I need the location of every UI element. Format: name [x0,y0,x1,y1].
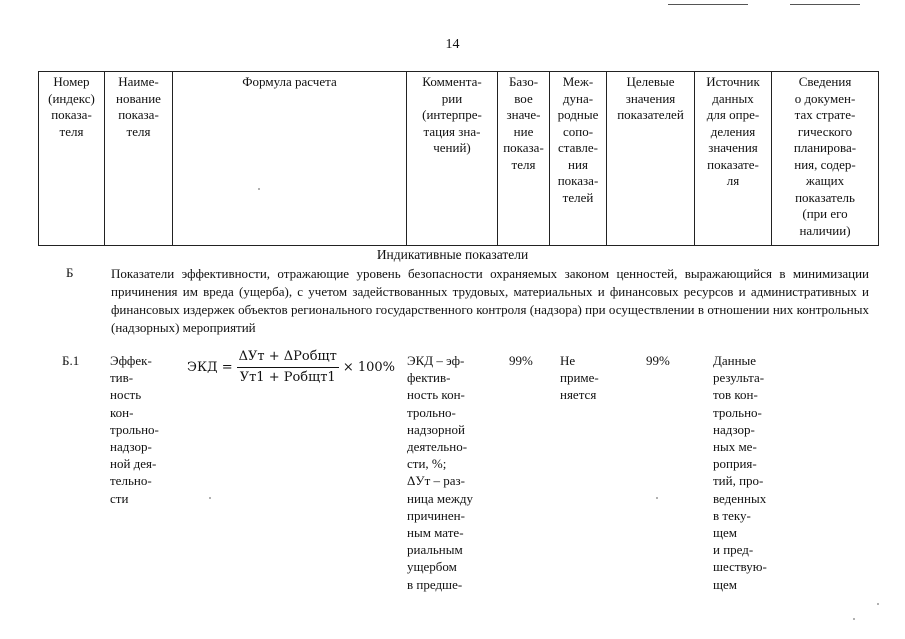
header-text-line: тация зна- [423,123,481,139]
header-text-line: (индекс) [48,90,95,106]
text-line: трольно- [110,421,159,437]
header-text-line: телей [562,189,594,205]
text-line: щем [713,525,738,541]
header-text-line: гического [797,123,853,139]
text-line: в теку- [713,507,751,523]
text-line: Не [560,353,576,368]
header-text-line: сопо- [562,123,594,139]
text-line: няется [560,387,597,403]
header-cell-name [105,72,173,246]
header-text-line: жащих [805,173,845,188]
formula-suffix: × 100% [342,359,396,375]
header-cell-international [550,72,607,246]
header-text-line: Сведения [798,74,852,89]
header-text-line: тах страте- [794,107,856,122]
section-description: Показатели эффективности, отражающие уровень безопасности охраняемых законом ценностей, выражающийся в минимизации причинения им вреда (ущерба), с учетом задействованных трудовых, материальных и финансовых ресурсов и административных и финансовых издержек объектов регионального государственного контроля (надзора) при осуществлении в отношении них контрольных (надзорных) мероприятий [111,266,869,335]
header-text-line: Формула расчета [242,74,337,89]
header-row [39,72,879,246]
header-text-line: Коммента- [422,74,482,89]
formula [187,349,395,386]
formula-denominator: Ут1 + Робщт1 [239,370,336,385]
header-text-line: чений) [433,140,471,155]
text-line: результа- [713,370,765,386]
scan-speck [853,618,855,620]
header-text-line: ставле- [558,140,598,155]
header-text-line: Целевые [626,74,675,89]
text-line: ущербом [407,559,457,575]
text-line: трольно- [407,404,456,420]
formula-fraction [237,349,339,386]
text-line: надзор- [713,421,755,437]
text-line: риальным [407,542,463,558]
text-line: трольно- [713,404,762,420]
indicator-code: Б.1 [62,353,80,368]
text-line: ной дея- [110,456,157,472]
header-text-line: значе- [506,107,541,122]
header-cell-index [39,72,105,246]
header-text-line: показа- [118,107,159,122]
header-text-line: о докумен- [794,90,856,106]
top-edge-line-left [668,4,748,5]
text-line: тий, про- [713,473,764,489]
indicator-comment [407,352,473,593]
header-text-line: значения [625,90,676,106]
header-text-line: ния, содер- [794,156,856,172]
header-text-line: вое [514,90,533,106]
header-text-line: теля [59,123,84,139]
scan-speck [877,603,879,605]
header-text-line: деления [710,123,756,139]
header-cell-formula [173,72,407,246]
text-line: кон- [110,404,134,420]
header-text-line: Наиме- [118,74,159,89]
text-line: шествую- [713,559,767,575]
header-text-line: показателей [617,107,684,122]
text-line: сти [110,490,129,506]
indicator-target-value: 99% [646,353,670,368]
text-line: и пред- [713,542,754,558]
header-cell-comments [407,72,498,246]
top-edge-line-right [790,4,860,5]
header-cell-base-value [498,72,550,246]
text-line: деятельно- [407,439,468,455]
text-line: в предше- [407,576,463,592]
header-text-line: показа- [51,107,92,122]
text-line: сти, %; [407,456,447,472]
header-text-line: ля [726,173,740,188]
header-text-line: данных [712,90,754,106]
text-line: роприя- [713,456,757,472]
scan-speck [209,497,211,499]
header-text-line: показате- [707,156,759,172]
text-line: надзорной [407,421,465,437]
header-text-line: рии [441,90,463,106]
text-line: причинен- [407,507,465,523]
header-text-line: Номер [53,74,90,89]
text-line: Данные [713,353,757,368]
header-text-line: дуна- [562,90,594,106]
text-line: тельно- [110,473,152,489]
text-line: приме- [560,370,599,386]
header-cell-strategic-docs [772,72,879,246]
text-line: ΔУт – раз- [407,473,465,489]
header-text-line: (интерпре- [422,107,482,122]
text-line: Эффек- [110,353,152,368]
header-text-line: наличии) [799,222,851,238]
text-line: ница между [407,490,473,506]
indicator-source [713,352,767,593]
scan-speck [656,497,658,499]
header-cell-source [695,72,772,246]
header-cell-target [607,72,695,246]
header-text-line: нование [116,90,161,106]
header-text-line: ния [568,156,588,172]
header-text-line: родные [557,107,599,122]
header-text-line: Меж- [562,74,594,89]
text-line: ных ме- [713,439,757,455]
header-text-line: значения [708,140,758,155]
text-line: ным мате- [407,525,464,541]
indicator-name [110,352,159,507]
header-text-line: планирова- [793,140,857,155]
text-line: надзор- [110,439,152,455]
header-text-line: теля [126,123,151,139]
indicator-base-value: 99% [509,353,533,368]
formula-lhs: ЭКД = [187,359,233,375]
indicator-international [560,352,599,404]
section-title: Индикативные показатели [376,247,529,262]
header-text-line: показа- [557,173,599,188]
scan-speck [258,188,260,190]
header-text-line: ние [513,123,534,139]
text-line: тив- [110,370,134,386]
text-line: ность кон- [407,387,465,403]
header-text-line: для опре- [706,107,760,122]
header-text-line: Источник [706,74,760,89]
text-line: щем [713,576,738,592]
header-text-line: показа- [503,140,544,155]
formula-numerator: ΔУт + ΔРобщт [237,349,339,368]
page-number: 14 [445,37,460,52]
text-line: веденных [713,490,767,506]
header-text-line: теля [511,156,536,172]
header-table [38,71,879,246]
section-code: Б [66,265,74,280]
text-line: ЭКД – эф- [407,353,465,368]
header-text-line: (при его [802,206,848,221]
header-text-line: Базо- [508,74,539,89]
text-line: тов кон- [713,387,758,403]
text-line: фектив- [407,370,451,386]
header-text-line: показатель [795,189,855,205]
text-line: ность [110,387,142,403]
